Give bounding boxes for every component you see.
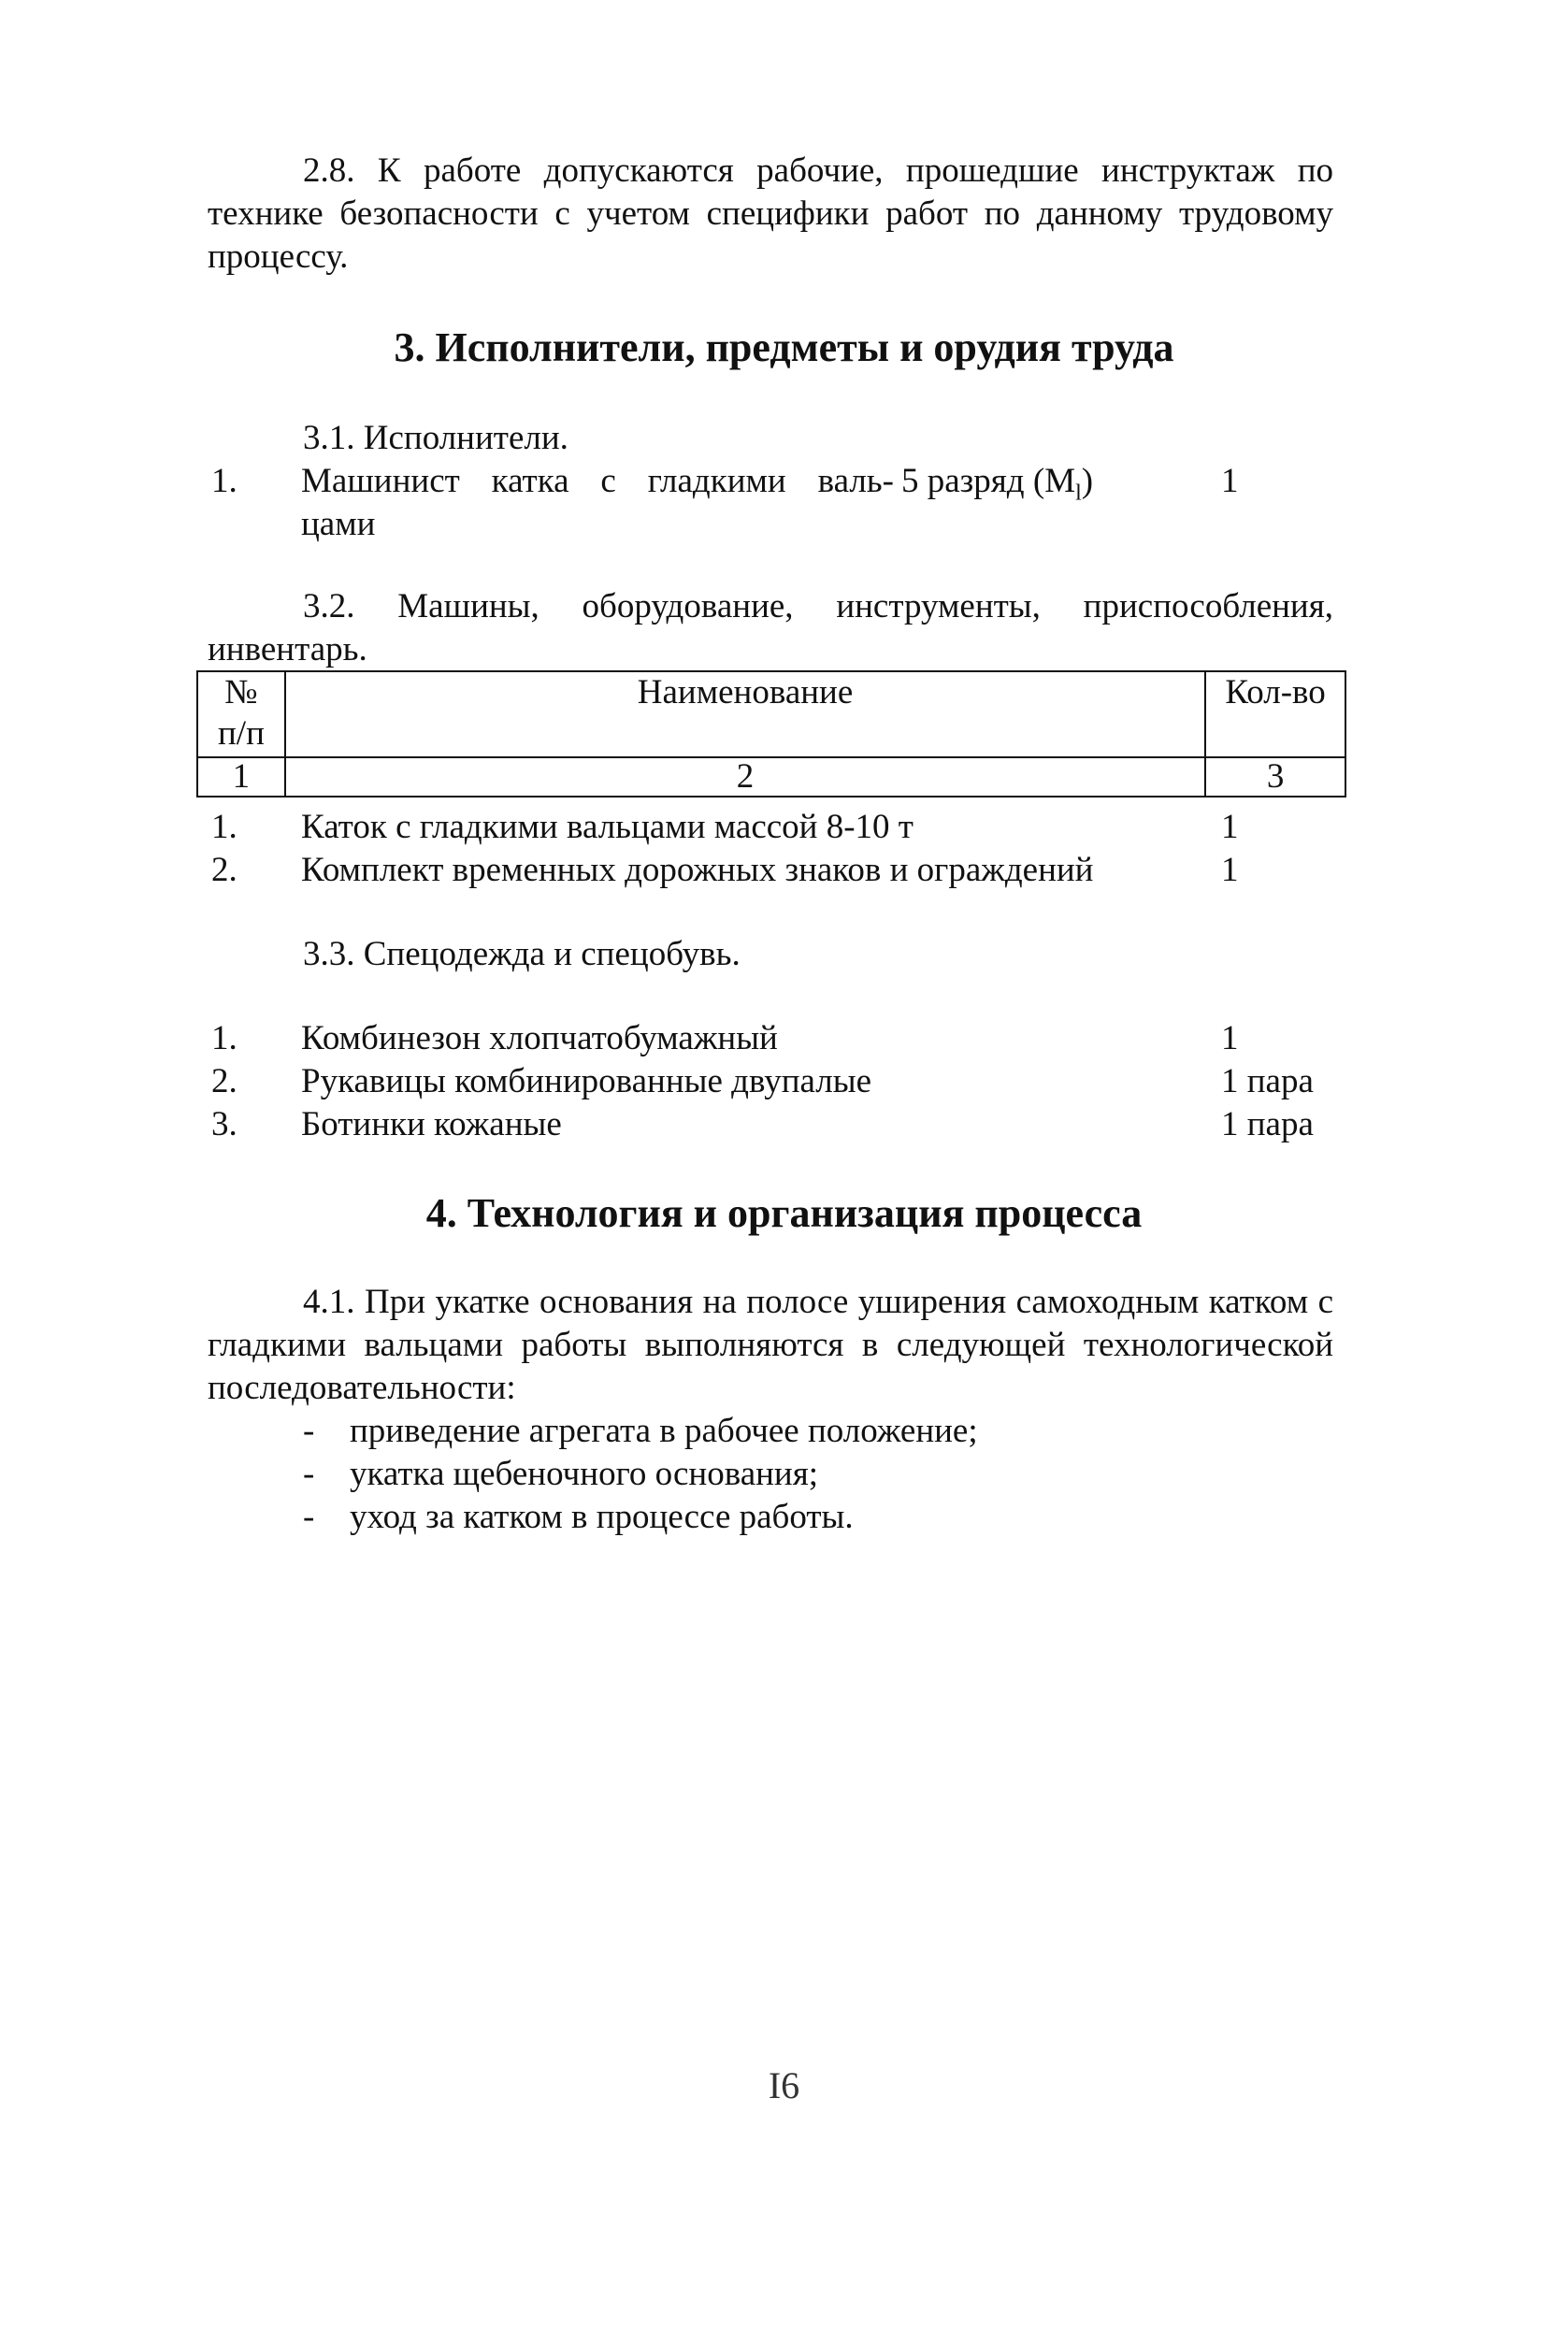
clothing-item-3-qty: 1 пара [1221,1105,1314,1143]
clothing-item-1-name: Комбинезон хлопчатобумажный [301,1019,778,1057]
header-cell-qty: Кол-во [1205,671,1345,757]
header-number-sign: № [224,673,258,711]
subsection-3-2-title: 3.2. Машины, оборудование, инструменты, приспособления, инвентарь. [208,587,1333,668]
bullet-dash: - [303,1455,315,1493]
clothing-item-2-number: 2. [211,1062,237,1100]
performer-grade-text: 5 разряд (М [901,462,1076,500]
header-cell-name: Наименование [285,671,1205,757]
performer-grade [901,460,1094,506]
paragraph-4-1: 4.1. При укатке основания на полосе уширения самоходным катком с гладкими вальцами работы выполняются в следующей технологической последовательности: [208,1283,1333,1407]
page-number: I6 [768,2064,800,2106]
performer-grade-subscript: l [1075,481,1082,506]
clothing-item-1-number: 1. [211,1019,237,1057]
performer-grade-close: ) [1081,462,1094,500]
table-column-numbers-row [197,757,1345,797]
equipment-item-2-number: 2. [211,851,237,889]
bullet-dash: - [303,1412,315,1450]
bullet-item-1: приведение агрегата в рабочее положение; [350,1412,978,1450]
heading-section-3: 3. Исполнители, предметы и орудия труда [394,324,1174,370]
column-number-1: 1 [197,757,285,797]
performer-name-line2: цами [301,505,376,543]
equipment-item-2-name: Комплект временных дорожных знаков и ограждений [301,851,1094,889]
equipment-item-1-name: Каток с гладкими вальцами массой 8-10 т [301,808,913,846]
bullet-item-2: укатка щебеночного основания; [350,1455,819,1493]
performer-name-line1: Машинист катка с гладкими валь- [301,462,894,500]
subsection-3-1-title: 3.1. Исполнители. [303,419,568,457]
clothing-item-3-name: Ботинки кожаные [301,1105,562,1143]
equipment-table-header [196,670,1346,798]
performer-number: 1. [211,462,237,500]
equipment-item-2-qty: 1 [1221,851,1239,889]
column-number-3: 3 [1205,757,1345,797]
bullet-dash: - [303,1498,315,1536]
table-header-row [197,671,1345,757]
clothing-item-3-number: 3. [211,1105,237,1143]
clothing-item-2-qty: 1 пара [1221,1062,1314,1100]
column-number-2: 2 [285,757,1205,797]
heading-section-4: 4. Технология и организация процесса [425,1190,1143,1236]
bullet-item-3: уход за катком в процессе работы. [350,1498,854,1536]
performer-count: 1 [1221,462,1239,500]
header-number-abbr: п/п [217,714,265,753]
clothing-item-2-name: Рукавицы комбинированные двупалые [301,1062,871,1100]
equipment-item-1-number: 1. [211,808,237,846]
equipment-item-1-qty: 1 [1221,808,1239,846]
subsection-3-3-title: 3.3. Спецодежда и спецобувь. [303,935,741,973]
clothing-item-1-qty: 1 [1221,1019,1239,1057]
header-cell-number [197,671,285,757]
paragraph-2-8: 2.8. К работе допускаются рабочие, прошедшие инструктаж по технике безопасности с учетом специфики работ по данному трудовому процессу. [208,151,1333,276]
